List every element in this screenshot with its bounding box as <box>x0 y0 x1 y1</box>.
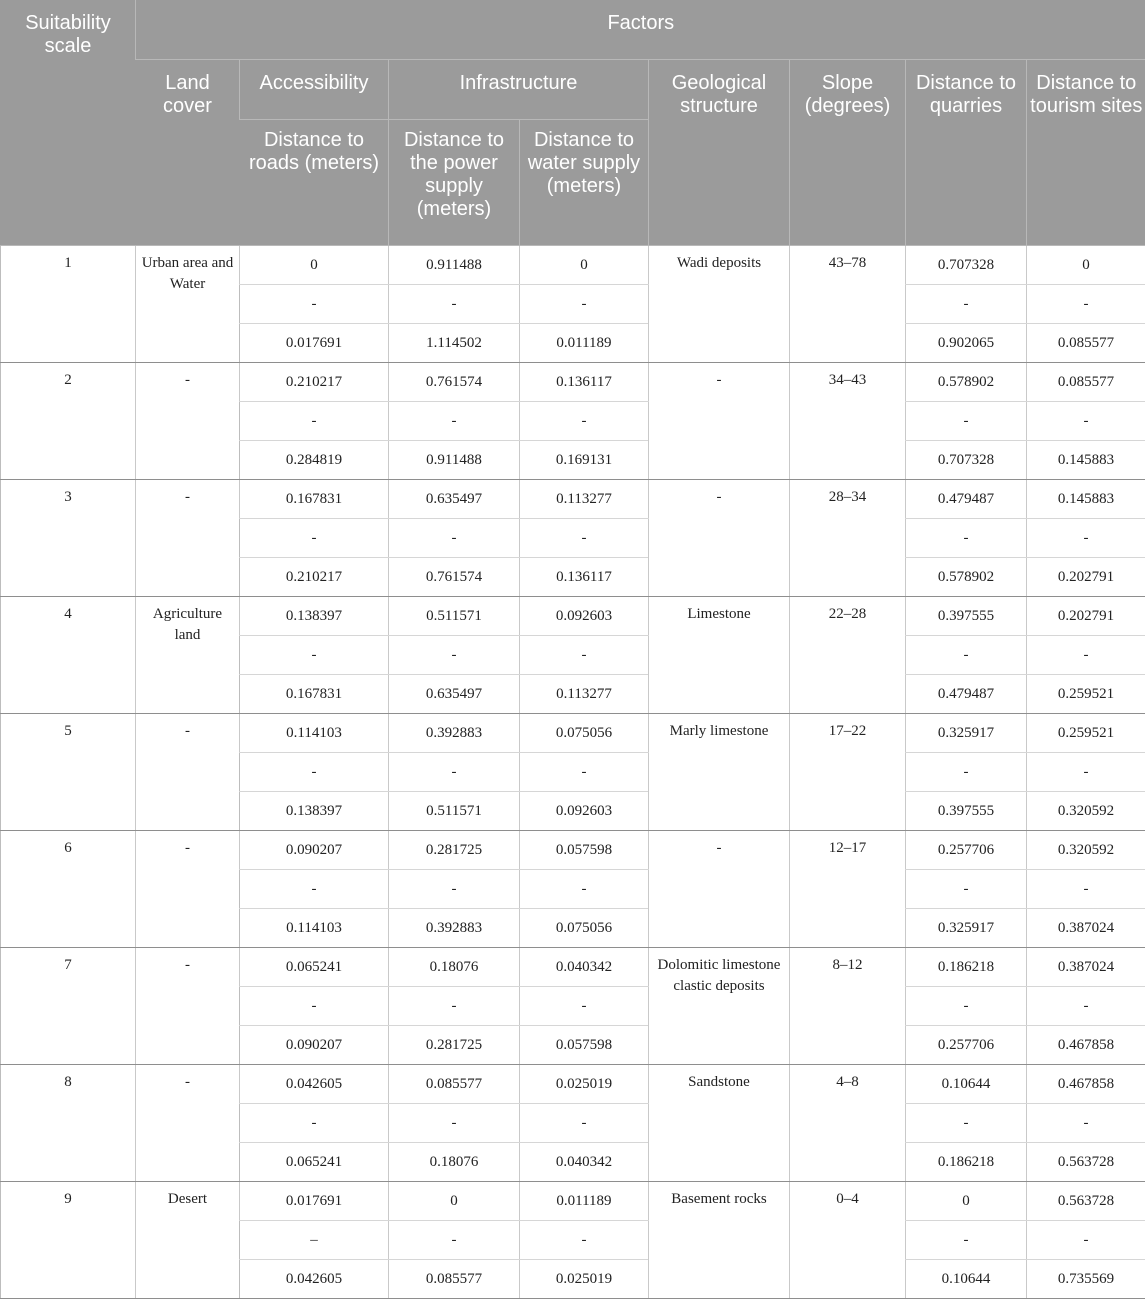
cell-distance-water: 0.057598 <box>520 1026 649 1065</box>
header-distance-tourism: Distance to tourism sites <box>1027 60 1145 246</box>
cell-distance-tourism: 0 <box>1027 246 1145 285</box>
cell-distance-quarries: - <box>906 285 1027 324</box>
cell-distance-tourism: 0.735569 <box>1027 1260 1145 1299</box>
cell-distance-power: 0.392883 <box>389 909 520 948</box>
cell-distance-quarries: 0.10644 <box>906 1260 1027 1299</box>
cell-distance-quarries: - <box>906 636 1027 675</box>
cell-distance-power: 0.085577 <box>389 1065 520 1104</box>
cell-suitability-scale: 1 <box>1 246 136 363</box>
cell-distance-water: 0.075056 <box>520 714 649 753</box>
cell-distance-water: - <box>520 636 649 675</box>
cell-slope: 34–43 <box>790 363 906 480</box>
header-slope: Slope (degrees) <box>790 60 906 246</box>
cell-land-cover: Desert <box>136 1182 240 1299</box>
cell-distance-power: - <box>389 285 520 324</box>
cell-distance-water: 0 <box>520 246 649 285</box>
cell-distance-tourism: - <box>1027 285 1145 324</box>
cell-distance-quarries: - <box>906 519 1027 558</box>
cell-geological-structure: - <box>649 831 790 948</box>
cell-distance-quarries: - <box>906 987 1027 1026</box>
cell-distance-water: 0.169131 <box>520 441 649 480</box>
cell-distance-power: - <box>389 870 520 909</box>
table-body <box>1 246 1145 1299</box>
cell-distance-tourism: 0.259521 <box>1027 714 1145 753</box>
cell-distance-water: - <box>520 753 649 792</box>
header-distance-quarries: Distance to quarries <box>906 60 1027 246</box>
cell-distance-roads: 0.090207 <box>240 1026 389 1065</box>
header-land-cover: Land cover <box>136 60 240 246</box>
cell-distance-roads: 0.167831 <box>240 675 389 714</box>
cell-distance-quarries: 0 <box>906 1182 1027 1221</box>
cell-distance-power: - <box>389 519 520 558</box>
cell-distance-quarries: 0.10644 <box>906 1065 1027 1104</box>
cell-distance-water: 0.075056 <box>520 909 649 948</box>
cell-geological-structure: Wadi deposits <box>649 246 790 363</box>
cell-distance-power: - <box>389 1221 520 1260</box>
cell-distance-quarries: 0.257706 <box>906 831 1027 870</box>
cell-distance-roads: 0.138397 <box>240 792 389 831</box>
cell-distance-roads: 0.017691 <box>240 1182 389 1221</box>
cell-distance-quarries: - <box>906 1221 1027 1260</box>
header-distance-roads: Distance to roads (meters) <box>240 120 389 246</box>
cell-suitability-scale: 3 <box>1 480 136 597</box>
cell-land-cover: - <box>136 1065 240 1182</box>
cell-geological-structure: - <box>649 480 790 597</box>
cell-distance-roads: 0.114103 <box>240 714 389 753</box>
cell-distance-roads: - <box>240 636 389 675</box>
cell-distance-water: - <box>520 870 649 909</box>
cell-distance-water: 0.057598 <box>520 831 649 870</box>
cell-distance-power: - <box>389 636 520 675</box>
cell-distance-tourism: 0.145883 <box>1027 480 1145 519</box>
header-distance-water: Distance to water supply (meters) <box>520 120 649 246</box>
cell-distance-tourism: 0.145883 <box>1027 441 1145 480</box>
cell-distance-power: 0.911488 <box>389 441 520 480</box>
cell-distance-roads: 0.042605 <box>240 1065 389 1104</box>
cell-distance-tourism: - <box>1027 519 1145 558</box>
cell-distance-power: - <box>389 753 520 792</box>
cell-land-cover: Agriculture land <box>136 597 240 714</box>
cell-distance-quarries: 0.707328 <box>906 246 1027 285</box>
cell-distance-quarries: 0.902065 <box>906 324 1027 363</box>
cell-distance-roads: 0.017691 <box>240 324 389 363</box>
table-row <box>1 246 1145 285</box>
cell-geological-structure: - <box>649 363 790 480</box>
cell-slope: 8–12 <box>790 948 906 1065</box>
cell-distance-roads: 0.114103 <box>240 909 389 948</box>
cell-suitability-scale: 4 <box>1 597 136 714</box>
cell-geological-structure: Limestone <box>649 597 790 714</box>
cell-distance-roads: – <box>240 1221 389 1260</box>
cell-distance-tourism: - <box>1027 402 1145 441</box>
cell-distance-roads: 0.065241 <box>240 948 389 987</box>
cell-distance-tourism: 0.085577 <box>1027 324 1145 363</box>
cell-distance-power: 0.281725 <box>389 831 520 870</box>
cell-distance-quarries: 0.397555 <box>906 792 1027 831</box>
cell-geological-structure: Sandstone <box>649 1065 790 1182</box>
header-suitability-scale: Suitability scale <box>1 0 136 246</box>
cell-slope: 17–22 <box>790 714 906 831</box>
cell-distance-roads: - <box>240 285 389 324</box>
cell-distance-quarries: 0.186218 <box>906 948 1027 987</box>
cell-distance-power: 0.511571 <box>389 597 520 636</box>
cell-distance-quarries: 0.707328 <box>906 441 1027 480</box>
cell-land-cover: Urban area and Water <box>136 246 240 363</box>
cell-distance-roads: - <box>240 870 389 909</box>
cell-distance-tourism: - <box>1027 1104 1145 1143</box>
cell-distance-tourism: 0.467858 <box>1027 1026 1145 1065</box>
cell-distance-quarries: 0.257706 <box>906 1026 1027 1065</box>
cell-distance-quarries: 0.578902 <box>906 363 1027 402</box>
cell-distance-water: - <box>520 1221 649 1260</box>
cell-distance-roads: 0 <box>240 246 389 285</box>
cell-slope: 12–17 <box>790 831 906 948</box>
table-row <box>1 1065 1145 1104</box>
cell-distance-roads: 0.090207 <box>240 831 389 870</box>
cell-distance-tourism: 0.320592 <box>1027 792 1145 831</box>
cell-slope: 4–8 <box>790 1065 906 1182</box>
cell-distance-tourism: 0.467858 <box>1027 1065 1145 1104</box>
cell-distance-quarries: 0.479487 <box>906 675 1027 714</box>
cell-distance-water: - <box>520 519 649 558</box>
cell-distance-water: - <box>520 402 649 441</box>
cell-geological-structure: Marly limestone <box>649 714 790 831</box>
cell-distance-roads: - <box>240 987 389 1026</box>
cell-distance-water: 0.011189 <box>520 1182 649 1221</box>
cell-distance-roads: - <box>240 1104 389 1143</box>
cell-distance-water: 0.092603 <box>520 597 649 636</box>
cell-land-cover: - <box>136 363 240 480</box>
cell-distance-roads: 0.065241 <box>240 1143 389 1182</box>
cell-distance-power: - <box>389 987 520 1026</box>
cell-distance-power: 0.18076 <box>389 1143 520 1182</box>
cell-distance-roads: 0.210217 <box>240 363 389 402</box>
cell-land-cover: - <box>136 714 240 831</box>
cell-distance-power: 0.635497 <box>389 675 520 714</box>
cell-slope: 22–28 <box>790 597 906 714</box>
header-factors: Factors <box>136 0 1145 60</box>
cell-distance-tourism: 0.563728 <box>1027 1182 1145 1221</box>
cell-distance-quarries: 0.479487 <box>906 480 1027 519</box>
cell-distance-tourism: - <box>1027 1221 1145 1260</box>
cell-land-cover: - <box>136 831 240 948</box>
cell-distance-quarries: 0.325917 <box>906 909 1027 948</box>
cell-distance-power: 0.761574 <box>389 363 520 402</box>
cell-distance-quarries: 0.578902 <box>906 558 1027 597</box>
cell-distance-tourism: 0.259521 <box>1027 675 1145 714</box>
cell-distance-roads: 0.138397 <box>240 597 389 636</box>
cell-slope: 28–34 <box>790 480 906 597</box>
cell-distance-water: 0.040342 <box>520 948 649 987</box>
cell-suitability-scale: 6 <box>1 831 136 948</box>
cell-distance-tourism: - <box>1027 753 1145 792</box>
cell-distance-water: 0.136117 <box>520 363 649 402</box>
cell-distance-power: 0 <box>389 1182 520 1221</box>
cell-distance-tourism: 0.320592 <box>1027 831 1145 870</box>
cell-distance-quarries: - <box>906 1104 1027 1143</box>
cell-distance-power: 0.392883 <box>389 714 520 753</box>
cell-distance-tourism: 0.387024 <box>1027 948 1145 987</box>
table-row <box>1 948 1145 987</box>
cell-distance-water: - <box>520 1104 649 1143</box>
cell-distance-tourism: 0.202791 <box>1027 597 1145 636</box>
cell-distance-roads: 0.210217 <box>240 558 389 597</box>
cell-geological-structure: Dolomitic limestone clastic deposits <box>649 948 790 1065</box>
cell-distance-power: - <box>389 402 520 441</box>
cell-land-cover: - <box>136 480 240 597</box>
header-infrastructure: Infrastructure <box>389 60 649 120</box>
table-row <box>1 831 1145 870</box>
cell-distance-quarries: 0.397555 <box>906 597 1027 636</box>
cell-distance-roads: - <box>240 753 389 792</box>
cell-distance-tourism: - <box>1027 987 1145 1026</box>
cell-distance-roads: 0.042605 <box>240 1260 389 1299</box>
cell-distance-roads: 0.284819 <box>240 441 389 480</box>
cell-distance-water: 0.136117 <box>520 558 649 597</box>
cell-distance-tourism: - <box>1027 870 1145 909</box>
table-row <box>1 363 1145 402</box>
cell-slope: 43–78 <box>790 246 906 363</box>
cell-distance-water: 0.040342 <box>520 1143 649 1182</box>
cell-distance-quarries: - <box>906 402 1027 441</box>
cell-distance-tourism: 0.387024 <box>1027 909 1145 948</box>
cell-distance-power: 0.911488 <box>389 246 520 285</box>
cell-distance-water: 0.025019 <box>520 1260 649 1299</box>
cell-distance-water: 0.011189 <box>520 324 649 363</box>
cell-distance-power: 0.281725 <box>389 1026 520 1065</box>
cell-distance-water: 0.092603 <box>520 792 649 831</box>
table-header <box>1 0 1145 246</box>
cell-distance-tourism: 0.563728 <box>1027 1143 1145 1182</box>
table-row <box>1 1182 1145 1221</box>
cell-distance-power: 0.085577 <box>389 1260 520 1299</box>
cell-suitability-scale: 7 <box>1 948 136 1065</box>
table-row <box>1 480 1145 519</box>
cell-distance-power: 0.511571 <box>389 792 520 831</box>
cell-slope: 0–4 <box>790 1182 906 1299</box>
table-row <box>1 597 1145 636</box>
cell-distance-tourism: 0.085577 <box>1027 363 1145 402</box>
cell-distance-quarries: 0.186218 <box>906 1143 1027 1182</box>
header-distance-power: Distance to the power supply (meters) <box>389 120 520 246</box>
cell-land-cover: - <box>136 948 240 1065</box>
cell-distance-tourism: - <box>1027 636 1145 675</box>
cell-distance-power: 0.635497 <box>389 480 520 519</box>
cell-suitability-scale: 8 <box>1 1065 136 1182</box>
cell-suitability-scale: 5 <box>1 714 136 831</box>
header-accessibility: Accessibility <box>240 60 389 120</box>
cell-distance-water: 0.113277 <box>520 480 649 519</box>
header-geological-structure: Geological structure <box>649 60 790 246</box>
cell-distance-roads: 0.167831 <box>240 480 389 519</box>
cell-distance-water: - <box>520 987 649 1026</box>
cell-distance-water: - <box>520 285 649 324</box>
table-row <box>1 714 1145 753</box>
cell-distance-quarries: - <box>906 753 1027 792</box>
cell-distance-power: 0.761574 <box>389 558 520 597</box>
cell-distance-roads: - <box>240 519 389 558</box>
cell-distance-quarries: - <box>906 870 1027 909</box>
cell-distance-quarries: 0.325917 <box>906 714 1027 753</box>
cell-distance-tourism: 0.202791 <box>1027 558 1145 597</box>
cell-distance-water: 0.025019 <box>520 1065 649 1104</box>
cell-distance-power: 0.18076 <box>389 948 520 987</box>
cell-suitability-scale: 2 <box>1 363 136 480</box>
cell-distance-power: 1.114502 <box>389 324 520 363</box>
cell-distance-roads: - <box>240 402 389 441</box>
cell-suitability-scale: 9 <box>1 1182 136 1299</box>
cell-distance-power: - <box>389 1104 520 1143</box>
cell-distance-water: 0.113277 <box>520 675 649 714</box>
cell-geological-structure: Basement rocks <box>649 1182 790 1299</box>
